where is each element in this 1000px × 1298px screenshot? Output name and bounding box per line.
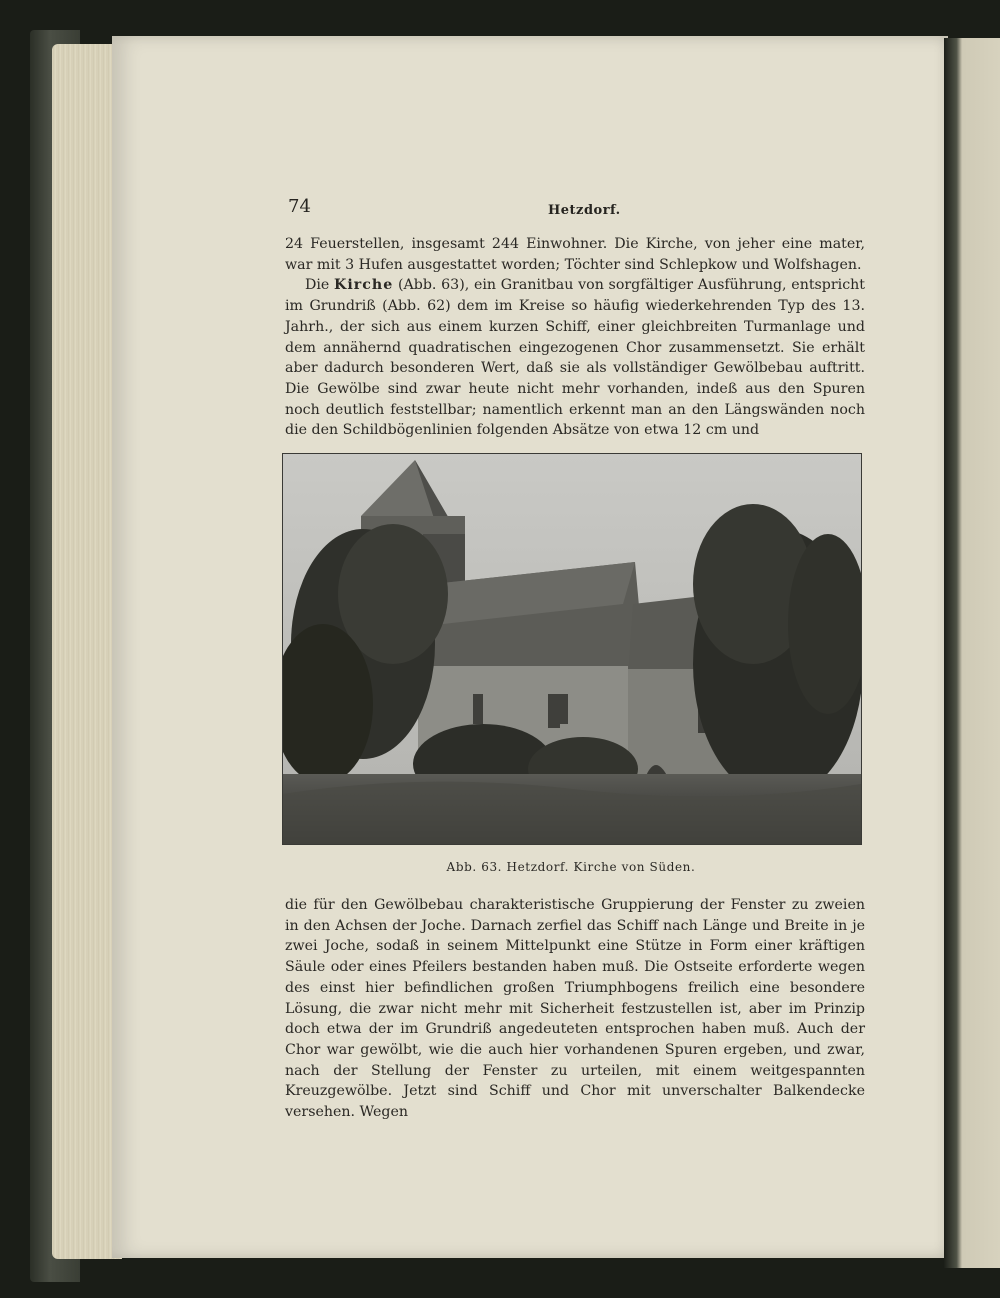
page-number: 74 — [288, 196, 311, 217]
paragraph-2 — [285, 275, 865, 441]
paragraph-1: 24 Feuerstellen, insgesamt 244 Einwohner. Die Kirche, von jeher eine mater, war mit 3 Hufen ausgestattet worden; Töchter sind Schlepkow und Wolfshagen. — [285, 236, 865, 273]
keyword-kirche: Kirche — [334, 277, 394, 294]
bottom-text-block — [285, 895, 865, 1123]
running-head: Hetzdorf. — [548, 203, 621, 218]
book-gutter — [944, 38, 962, 1268]
paragraph-3: die für den Gewölbebau charakteristische Gruppierung der Fenster zu zweien in den Achsen der Joche. Darnach zerfiel das Schiff nach Länge und Breite in je zwei Joche, sodaß in seinem Mittelpunkt eine Stütze in Form einer kräftigen Säule oder eines Pfeilers bestanden haben muß. Die Ostseite erforderte wegen des einst hier befindlichen großen Triumphbogens freilich eine besondere Lösung, die zwar nicht mehr mit Sicherheit festzustellen ist, aber im Prinzip doch etwa der im Grundriß angedeuteten entsprochen haben muß. Auch der Chor war gewölbt, wie die auch hier vorhandenen Spuren ergeben, und zwar, nach der Stellung der Fenster zu urteilen, mit einem weitgespannten Kreuzgewölbe. Jetzt sind Schiff und Chor mit unverschalter Balkendecke versehen. Wegen — [285, 897, 865, 1121]
figure-caption: Abb. 63. Hetzdorf. Kirche von Süden. — [446, 860, 696, 874]
top-text-block — [285, 234, 865, 441]
paragraph-2-prefix: Die — [305, 277, 335, 294]
church-photograph — [282, 453, 862, 845]
paragraph-2-body: (Abb. 63), ein Granitbau von sorgfältiger Ausführung, entspricht im Grundriß (Abb. 62) dem im Kreise so häufig wiederkehrenden Typ des 13. Jahrh., der sich aus einem kurzen Schiff, einer gleichbreiten Turmanlage und dem annähernd quadratischen eingezogenen Chor zusammensetzt. Sie erhält aber dadurch besonderen Wert, daß sie als vollständiger Gewölbebau auftritt. Die Gewölbe sind zwar heute nicht mehr vorhanden, indeß aus den Spuren noch deutlich feststellbar; namentlich erkennt man an den Längswänden noch die den Schildbögenlinien folgenden Absätze von etwa 12 cm und — [285, 277, 865, 439]
